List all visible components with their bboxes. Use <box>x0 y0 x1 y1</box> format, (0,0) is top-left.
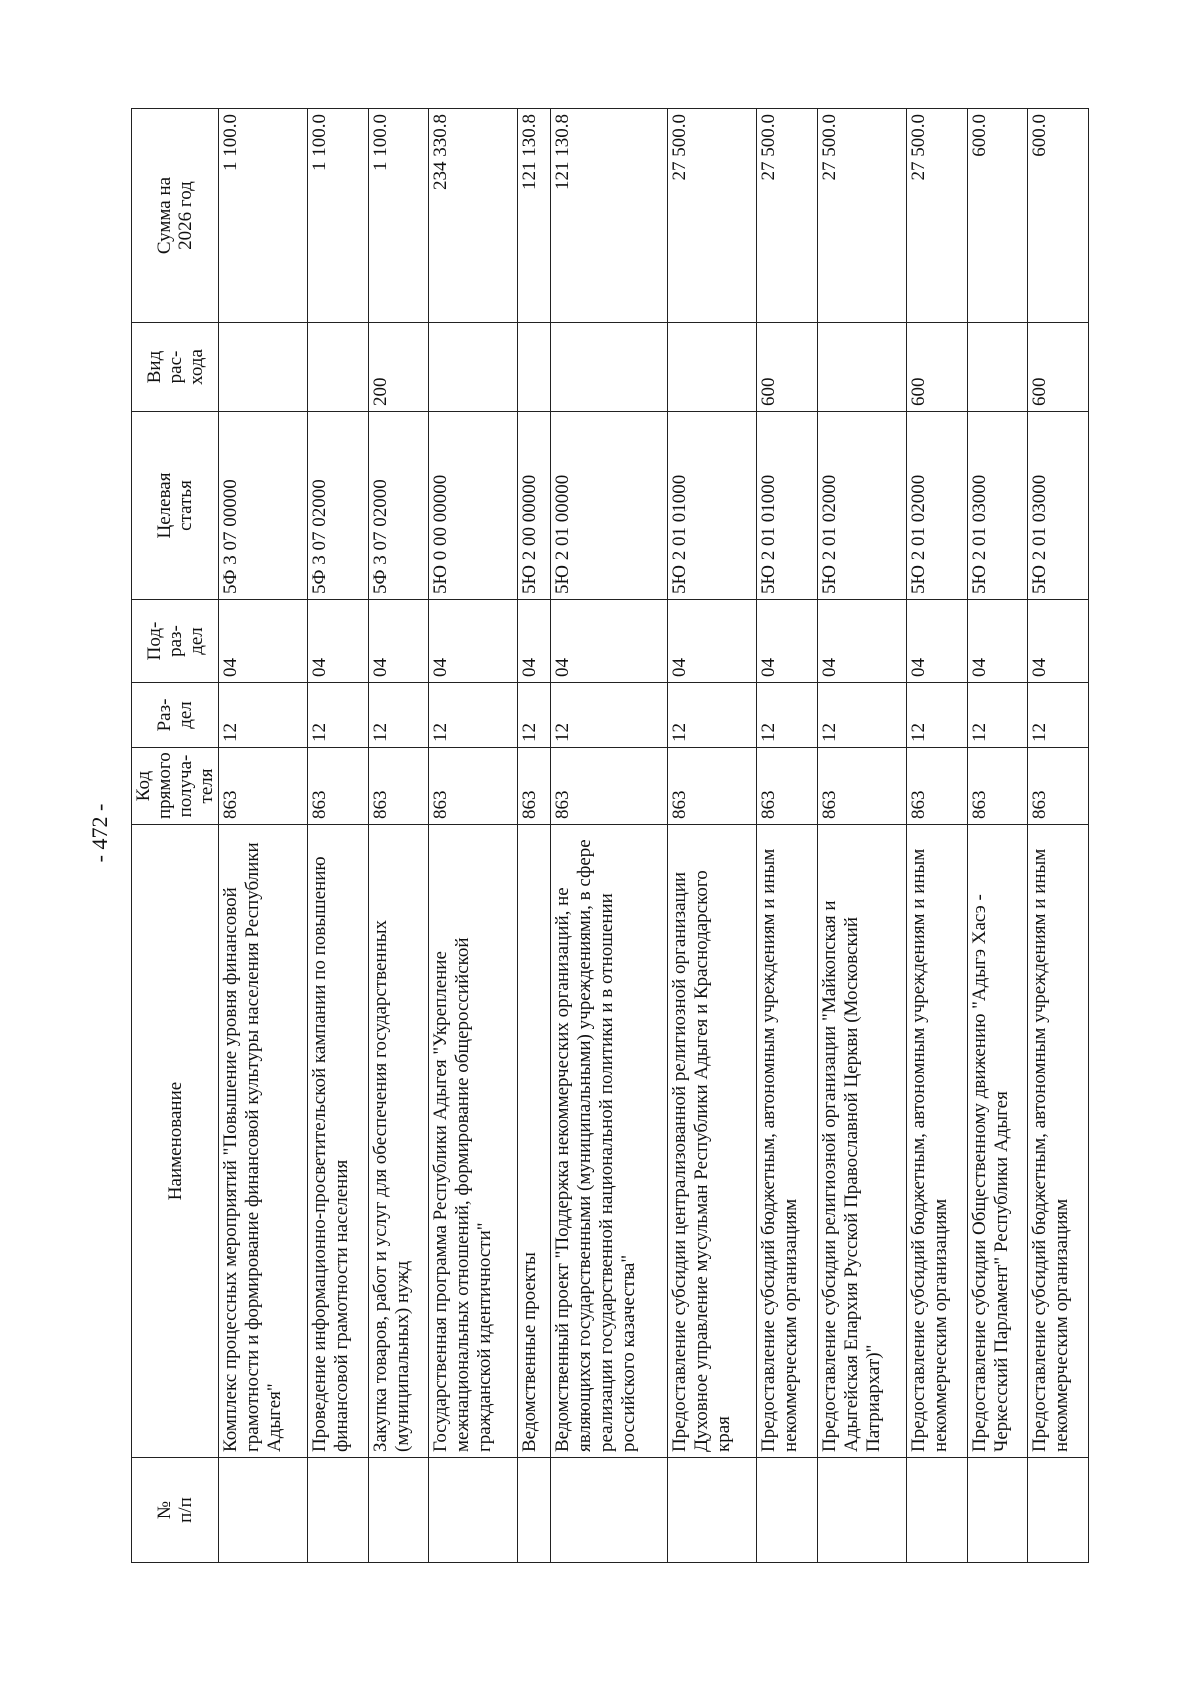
header-target-article: Целевая статья <box>132 412 219 600</box>
cell-recipient-code: 863 <box>668 748 757 825</box>
cell-target-article: 5Ф 3 07 00000 <box>219 412 308 600</box>
cell-num <box>550 1458 667 1563</box>
cell-recipient-code: 863 <box>1028 748 1089 825</box>
budget-table-container <box>131 109 1089 1563</box>
cell-target-article: 5Ю 0 00 00000 <box>429 412 518 600</box>
header-expense-type: Вид рас- хода <box>132 323 219 412</box>
cell-name: Ведомственные проекты <box>518 825 550 1458</box>
cell-amount: 27 500.0 <box>817 109 906 323</box>
page-number: - 472 - <box>87 803 112 863</box>
table-row <box>368 109 429 1563</box>
cell-num <box>308 1458 369 1563</box>
cell-amount: 1 100.0 <box>308 109 369 323</box>
cell-subsection: 04 <box>668 600 757 683</box>
cell-expense-type <box>429 323 518 412</box>
header-num: № п/п <box>132 1458 219 1563</box>
cell-subsection: 04 <box>817 600 906 683</box>
cell-target-article: 5Ю 2 01 02000 <box>906 412 967 600</box>
cell-recipient-code: 863 <box>757 748 818 825</box>
cell-num <box>757 1458 818 1563</box>
cell-name: Предоставление субсидии централизованной религиозной организации Духовное управление мусульман Республики Адыгея и Краснодарского края <box>668 825 757 1458</box>
table-row <box>550 109 667 1563</box>
cell-subsection: 04 <box>1028 600 1089 683</box>
table-row <box>518 109 550 1563</box>
cell-name: Предоставление субсидии Общественному движению "Адыгэ Хасэ - Черкесский Парламент" Республики Адыгея <box>967 825 1028 1458</box>
cell-expense-type: 600 <box>1028 323 1089 412</box>
cell-expense-type <box>308 323 369 412</box>
cell-expense-type <box>967 323 1028 412</box>
cell-subsection: 04 <box>368 600 429 683</box>
cell-expense-type <box>219 323 308 412</box>
cell-recipient-code: 863 <box>429 748 518 825</box>
cell-name: Предоставление субсидий бюджетным, автономным учреждениям и иным некоммерческим организациям <box>906 825 967 1458</box>
cell-name: Проведение информационно-просветительской кампании по повышению финансовой грамотности населения <box>308 825 369 1458</box>
cell-subsection: 04 <box>906 600 967 683</box>
cell-target-article: 5Ф 3 07 02000 <box>308 412 369 600</box>
cell-target-article: 5Ю 2 01 00000 <box>550 412 667 600</box>
cell-recipient-code: 863 <box>368 748 429 825</box>
cell-num <box>906 1458 967 1563</box>
cell-amount: 1 100.0 <box>219 109 308 323</box>
table-row <box>219 109 308 1563</box>
cell-expense-type: 200 <box>368 323 429 412</box>
cell-expense-type <box>817 323 906 412</box>
cell-name: Закупка товаров, работ и услуг для обеспечения государственных (муниципальных) нужд <box>368 825 429 1458</box>
header-recipient-code: Код прямого получа- теля <box>132 748 219 825</box>
cell-amount: 121 130.8 <box>518 109 550 323</box>
cell-subsection: 04 <box>757 600 818 683</box>
table-row <box>967 109 1028 1563</box>
table-row <box>757 109 818 1563</box>
cell-num <box>817 1458 906 1563</box>
cell-target-article: 5Ф 3 07 02000 <box>368 412 429 600</box>
header-name: Наименование <box>132 825 219 1458</box>
table-row <box>429 109 518 1563</box>
cell-target-article: 5Ю 2 01 01000 <box>668 412 757 600</box>
table-body <box>219 109 1089 1563</box>
cell-section: 12 <box>906 683 967 748</box>
cell-amount: 121 130.8 <box>550 109 667 323</box>
cell-recipient-code: 863 <box>906 748 967 825</box>
cell-target-article: 5Ю 2 00 00000 <box>518 412 550 600</box>
cell-section: 12 <box>1028 683 1089 748</box>
cell-subsection: 04 <box>429 600 518 683</box>
cell-amount: 1 100.0 <box>368 109 429 323</box>
cell-section: 12 <box>817 683 906 748</box>
cell-section: 12 <box>757 683 818 748</box>
cell-name: Комплекс процессных мероприятий "Повышение уровня финансовой грамотности и формирование финансовой культуры населения Республики Адыгея" <box>219 825 308 1458</box>
cell-num <box>668 1458 757 1563</box>
cell-amount: 27 500.0 <box>668 109 757 323</box>
cell-expense-type: 600 <box>906 323 967 412</box>
table-row <box>906 109 967 1563</box>
cell-amount: 27 500.0 <box>757 109 818 323</box>
cell-section: 12 <box>368 683 429 748</box>
cell-amount: 27 500.0 <box>906 109 967 323</box>
cell-amount: 234 330.8 <box>429 109 518 323</box>
cell-section: 12 <box>668 683 757 748</box>
cell-recipient-code: 863 <box>219 748 308 825</box>
cell-subsection: 04 <box>518 600 550 683</box>
cell-section: 12 <box>429 683 518 748</box>
cell-num <box>967 1458 1028 1563</box>
cell-name: Предоставление субсидий бюджетным, автономным учреждениям и иным некоммерческим организациям <box>757 825 818 1458</box>
cell-section: 12 <box>550 683 667 748</box>
table-row <box>1028 109 1089 1563</box>
header-subsection: Под- раз- дел <box>132 600 219 683</box>
cell-section: 12 <box>219 683 308 748</box>
cell-recipient-code: 863 <box>967 748 1028 825</box>
cell-section: 12 <box>967 683 1028 748</box>
cell-expense-type <box>668 323 757 412</box>
cell-recipient-code: 863 <box>550 748 667 825</box>
cell-section: 12 <box>518 683 550 748</box>
cell-recipient-code: 863 <box>308 748 369 825</box>
cell-recipient-code: 863 <box>518 748 550 825</box>
cell-subsection: 04 <box>308 600 369 683</box>
cell-expense-type <box>550 323 667 412</box>
cell-expense-type <box>518 323 550 412</box>
cell-amount: 600.0 <box>967 109 1028 323</box>
cell-target-article: 5Ю 2 01 03000 <box>1028 412 1089 600</box>
cell-name: Предоставление субсидий бюджетным, автономным учреждениям и иным некоммерческим организациям <box>1028 825 1089 1458</box>
cell-target-article: 5Ю 2 01 02000 <box>817 412 906 600</box>
table-row <box>817 109 906 1563</box>
cell-subsection: 04 <box>219 600 308 683</box>
cell-name: Предоставление субсидии религиозной организации "Майкопская и Адыгейская Епархия Русской Православной Церкви (Московский Патриархат)" <box>817 825 906 1458</box>
header-section: Раз- дел <box>132 683 219 748</box>
cell-num <box>368 1458 429 1563</box>
table-row <box>308 109 369 1563</box>
cell-num <box>429 1458 518 1563</box>
cell-expense-type: 600 <box>757 323 818 412</box>
cell-subsection: 04 <box>550 600 667 683</box>
header-amount-2026: Сумма на 2026 год <box>132 109 219 323</box>
budget-table <box>131 108 1089 1563</box>
cell-subsection: 04 <box>967 600 1028 683</box>
cell-num <box>1028 1458 1089 1563</box>
cell-num <box>219 1458 308 1563</box>
cell-target-article: 5Ю 2 01 03000 <box>967 412 1028 600</box>
cell-num <box>518 1458 550 1563</box>
cell-section: 12 <box>308 683 369 748</box>
cell-target-article: 5Ю 2 01 01000 <box>757 412 818 600</box>
table-row <box>668 109 757 1563</box>
cell-name: Государственная программа Республики Адыгея "Укрепление межнациональных отношений, формирование общероссийской гражданской идентичности" <box>429 825 518 1458</box>
cell-amount: 600.0 <box>1028 109 1089 323</box>
table-header-row <box>132 109 219 1563</box>
cell-recipient-code: 863 <box>817 748 906 825</box>
cell-name: Ведомственный проект "Поддержка некоммерческих организаций, не являющихся государственными (муниципальными) учреждениями, в сфере реализации государственной национальной политики и в отношении российского казачества" <box>550 825 667 1458</box>
